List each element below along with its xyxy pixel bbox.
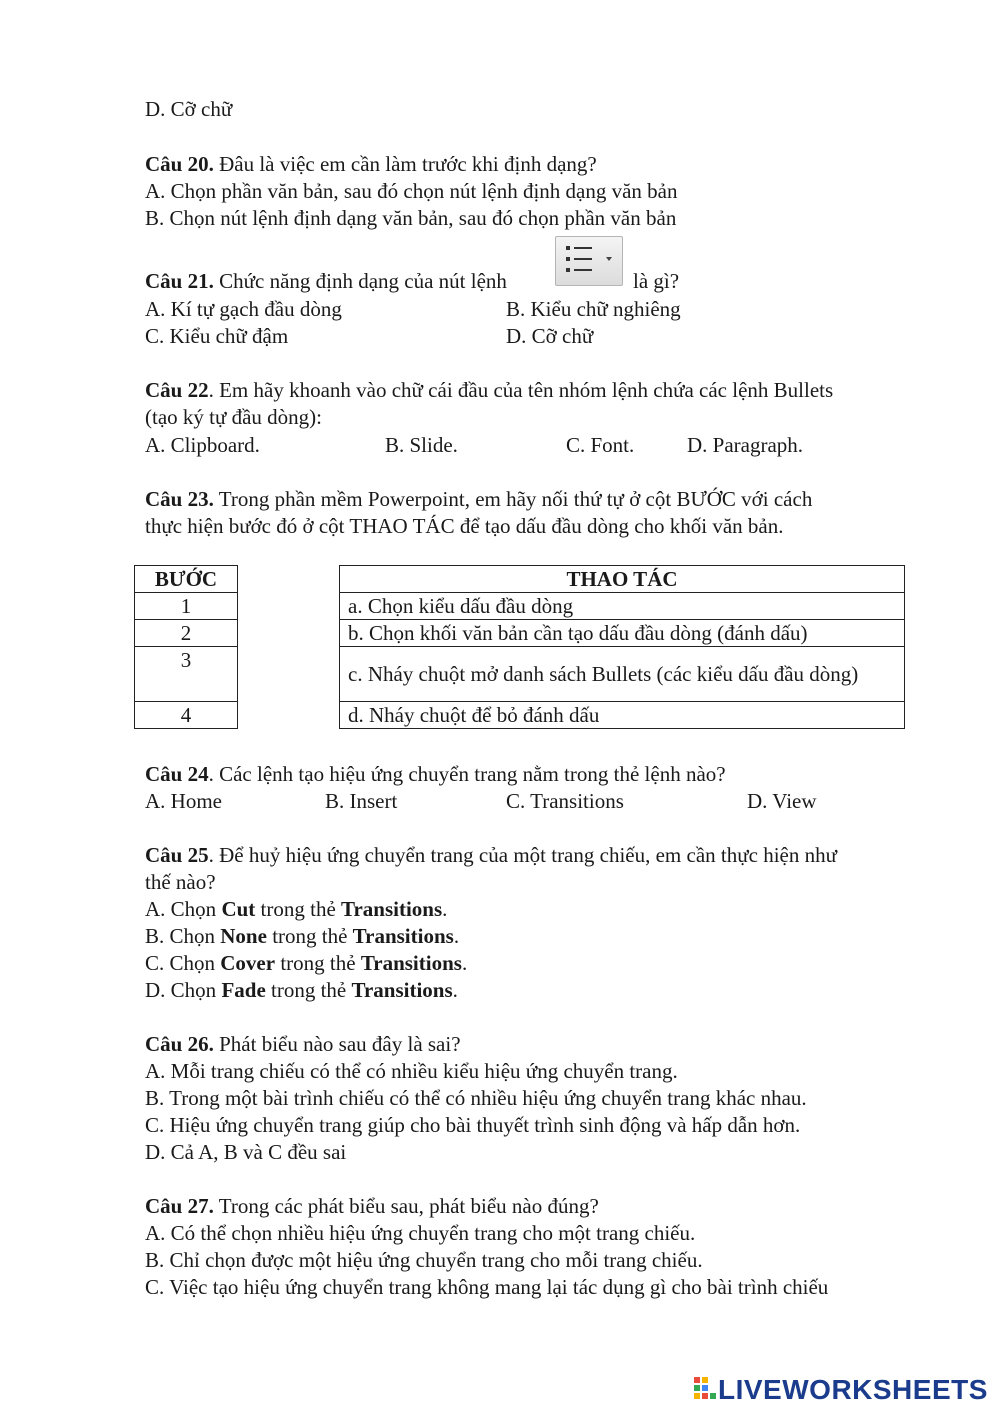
q22-question-cont: (tạo ký tự đầu dòng):: [145, 405, 323, 429]
bullet-list-icon: [555, 236, 623, 286]
step-cell: 2: [135, 620, 238, 647]
action-cell: c. Nháy chuột mở danh sách Bullets (các kiểu dấu đầu dòng): [340, 647, 905, 702]
q24-text: . Các lệnh tạo hiệu ứng chuyển trang nằm trong thẻ lệnh nào?: [208, 762, 726, 786]
step-header: BƯỚC: [135, 566, 238, 593]
q27-question: [145, 1193, 599, 1219]
action-cell: d. Nháy chuột để bỏ đánh dấu: [340, 702, 905, 729]
q24-question: [145, 761, 726, 787]
q21-text: Chức năng định dạng của nút lệnh: [213, 269, 507, 293]
action-header: THAO TÁC: [340, 566, 905, 593]
option-effect: Cover: [220, 951, 276, 975]
step-cell: 1: [135, 593, 238, 620]
q22-question: [145, 377, 833, 403]
q27-option-b: B. Chỉ chọn được một hiệu ứng chuyển trang cho mỗi trang chiếu.: [145, 1248, 703, 1272]
option-mid: trong thẻ: [265, 978, 352, 1002]
q21-tail: là gì?: [633, 269, 680, 293]
q27-option-a: A. Có thể chọn nhiều hiệu ứng chuyển trang cho một trang chiếu.: [145, 1221, 696, 1245]
q23-question-cont: thực hiện bước đó ở cột THAO TÁC để tạo dấu đầu dòng cho khối văn bản.: [145, 514, 784, 538]
q20-label: Câu 20.: [145, 152, 214, 176]
action-cell: a. Chọn kiểu dấu đầu dòng: [340, 593, 905, 620]
option-effect: Cut: [221, 897, 256, 921]
option-mid: trong thẻ: [266, 924, 353, 948]
option-tab: Transitions: [351, 978, 453, 1002]
q26-option-c: C. Hiệu ứng chuyển trang giúp cho bài thuyết trình sinh động và hấp dẫn hơn.: [145, 1113, 801, 1137]
q22-option-a: A. Clipboard.: [145, 433, 260, 457]
action-table: [339, 565, 905, 729]
q26-option-b: B. Trong một bài trình chiếu có thể có nhiều hiệu ứng chuyển trang khác nhau.: [145, 1086, 807, 1110]
q27-option-c: C. Việc tạo hiệu ứng chuyển trang không mang lại tác dụng gì cho bài trình chiếu: [145, 1275, 829, 1299]
q21-option-d: D. Cỡ chữ: [506, 324, 594, 348]
option-end: .: [453, 924, 460, 948]
q20-option-b: B. Chọn nút lệnh định dạng văn bản, sau đó chọn phần văn bản: [145, 206, 677, 230]
q19-option-d: D. Cỡ chữ: [145, 97, 233, 121]
option-prefix: D. Chọn: [145, 978, 222, 1002]
option-end: .: [452, 978, 458, 1002]
q27-text: Trong các phát biểu sau, phát biểu nào đúng?: [213, 1194, 599, 1218]
q25-option: [145, 923, 459, 949]
q24-label: Câu 24: [145, 762, 209, 786]
option-prefix: A. Chọn: [145, 897, 222, 921]
q26-option-a: A. Mỗi trang chiếu có thể có nhiều kiểu hiệu ứng chuyển trang.: [145, 1059, 678, 1083]
q22-text: . Em hãy khoanh vào chữ cái đầu của tên nhóm lệnh chứa các lệnh Bullets: [208, 378, 834, 402]
option-mid: trong thẻ: [275, 951, 361, 975]
q22-option-b: B. Slide.: [385, 433, 458, 457]
option-prefix: B. Chọn: [145, 924, 221, 948]
option-tab: Transitions: [341, 897, 443, 921]
q22-option-d: D. Paragraph.: [687, 433, 804, 457]
option-tab: Transitions: [360, 951, 462, 975]
option-effect: Fade: [221, 978, 266, 1002]
step-cell: 4: [135, 702, 238, 729]
q26-text: Phát biểu nào sau đây là sai?: [213, 1032, 461, 1056]
liveworksheets-logo-icon: [694, 1377, 716, 1403]
q26-option-d: D. Cả A, B và C đều sai: [145, 1140, 347, 1164]
q25-label: Câu 25: [145, 843, 209, 867]
q23-text: Trong phần mềm Powerpoint, em hãy nối thứ tự ở cột BƯỚC với cách: [213, 487, 813, 511]
option-prefix: C. Chọn: [145, 951, 221, 975]
q26-label: Câu 26.: [145, 1032, 214, 1056]
q21-question: [145, 268, 507, 294]
q24-option-c: C. Transitions: [506, 789, 624, 813]
q21-option-c: C. Kiểu chữ đậm: [145, 324, 289, 348]
step-cell: 3: [135, 647, 238, 702]
option-end: .: [442, 897, 448, 921]
q25-text: . Để huỷ hiệu ứng chuyển trang của một trang chiếu, em cần thực hiện như: [208, 843, 837, 867]
option-effect: None: [220, 924, 267, 948]
option-end: .: [461, 951, 468, 975]
q25-option: [145, 977, 458, 1003]
q24-option-b: B. Insert: [325, 789, 398, 813]
action-cell: b. Chọn khối văn bản cần tạo dấu đầu dòng (đánh dấu): [340, 620, 905, 647]
q20-question: [145, 151, 597, 177]
q25-option: [145, 896, 447, 922]
q21-option-a: A. Kí tự gạch đầu dòng: [145, 297, 342, 321]
q23-question: [145, 486, 812, 512]
q27-label: Câu 27.: [145, 1194, 214, 1218]
q25-option: [145, 950, 467, 976]
q24-option-a: A. Home: [145, 789, 222, 813]
logo-text: LIVEWORKSHEETS: [718, 1374, 988, 1405]
q20-text: Đâu là việc em cần làm trước khi định dạng?: [213, 152, 597, 176]
q22-label: Câu 22: [145, 378, 209, 402]
q26-question: [145, 1031, 461, 1057]
q23-label: Câu 23.: [145, 487, 214, 511]
option-tab: Transitions: [352, 924, 454, 948]
q21-option-b: B. Kiểu chữ nghiêng: [506, 297, 681, 321]
q24-option-d: D. View: [747, 789, 817, 813]
liveworksheets-logo[interactable]: [694, 1375, 988, 1405]
option-mid: trong thẻ: [255, 897, 342, 921]
q25-question: [145, 842, 837, 868]
q20-option-a: A. Chọn phần văn bản, sau đó chọn nút lệnh định dạng văn bản: [145, 179, 678, 203]
q21-label: Câu 21.: [145, 269, 214, 293]
q25-question-cont: thế nào?: [145, 870, 216, 894]
step-table: [134, 565, 238, 729]
q22-option-c: C. Font.: [566, 433, 635, 457]
